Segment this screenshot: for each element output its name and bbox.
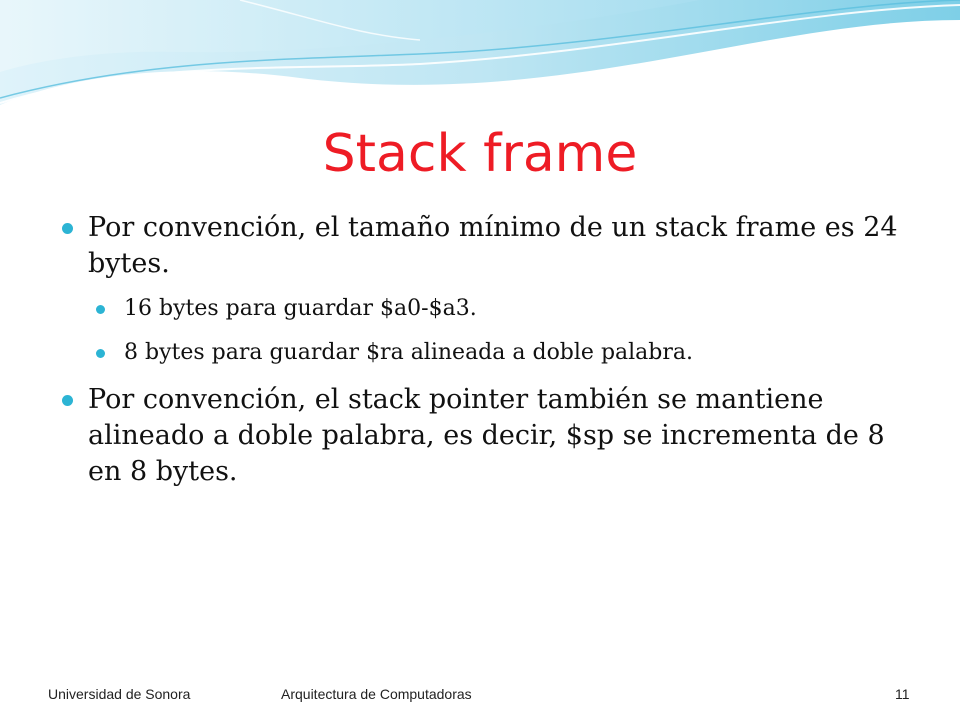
- sub-bullet-list: [96, 294, 920, 368]
- bullet-text: Por convención, el tamaño mínimo de un stack frame es 24 bytes.: [88, 212, 898, 279]
- slide-body: [60, 210, 920, 496]
- bullet-item: [60, 382, 920, 490]
- footer-page-number: 11: [895, 686, 910, 702]
- slide-title: Stack frame: [322, 124, 638, 184]
- bullet-item: [60, 210, 920, 368]
- bullet-list: [60, 210, 920, 490]
- header-wave-decoration: [0, 0, 960, 110]
- bullet-text: Por convención, el stack pointer también se mantiene alineado a doble palabra, es decir, $sp se incrementa de 8 en 8 bytes.: [88, 384, 885, 487]
- sub-bullet-item: 8 bytes para guardar $ra alineada a doble palabra.: [96, 338, 920, 368]
- footer-institution: Universidad de Sonora: [48, 686, 191, 702]
- sub-bullet-item: 16 bytes para guardar $a0-$a3.: [96, 294, 920, 324]
- footer-course: Arquitectura de Computadoras: [281, 686, 472, 702]
